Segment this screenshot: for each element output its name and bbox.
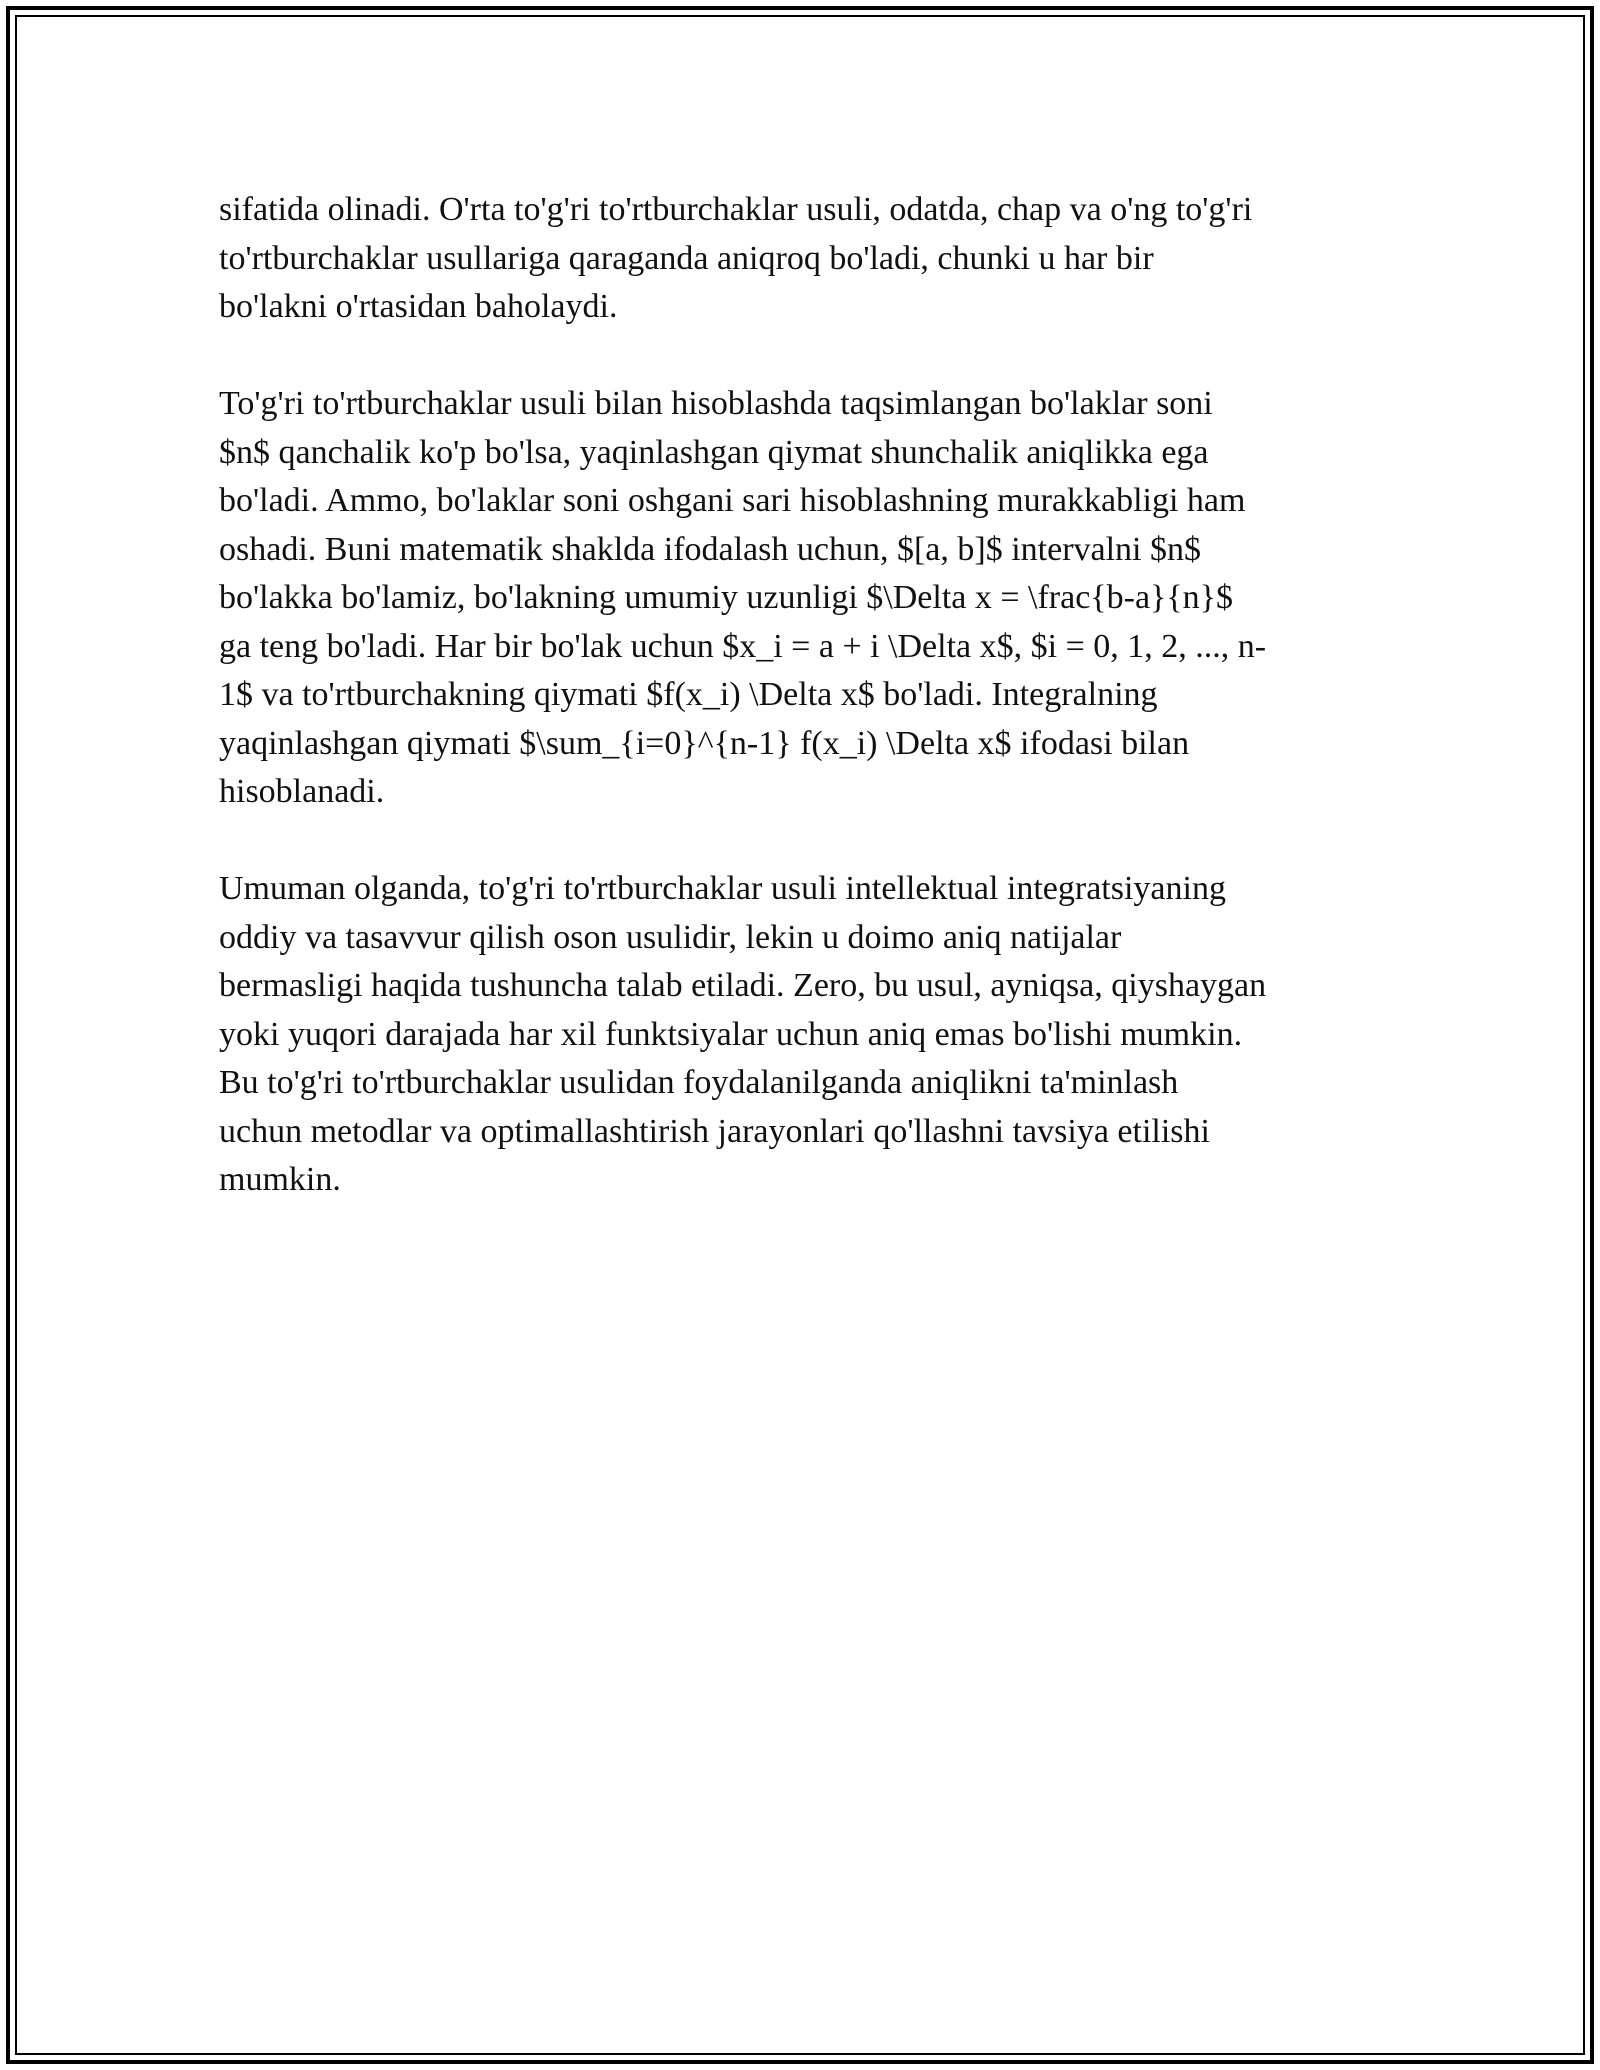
paragraph-3: Umuman olganda, to'g'ri to'rtburchaklar usuli intellektual integratsiyaning oddiy va tasavvur qilish oson usulidir, lekin u doimo aniq natijalar bermasligi haqida tushuncha talab etiladi. Zero, bu usul, ayniqsa, qiyshaygan yoki yuqori darajada har xil funktsiyalar uchun aniq emas bo'lishi mumkin. Bu to'g'ri to'rtburchaklar usulidan foydalanilganda aniqlikni ta'minlash uchun metodlar va optimallashtirish jarayonlari qo'llashni tavsiya etilishi mumkin.	[219, 870, 1267, 1198]
paragraph-2: To'g'ri to'rtburchaklar usuli bilan hisoblashda taqsimlangan bo'laklar soni $n$ qanchalik ko'p bo'lsa, yaqinlashgan qiymat shunchalik aniqlikka ega bo'ladi. Ammo, bo'laklar soni oshgani sari hisoblashning murakkabligi ham oshadi. Buni matematik shaklda ifodalash uchun, $[a, b]$ intervalni $n$ bo'lakka bo'lamiz, bo'lakning umumiy uzunligi $\Delta x = \frac{b-a}{n}$ ga teng bo'ladi. Har bir bo'lak uchun $x_i = a + i \Delta x$, $i = 0, 1, 2, ..., n- 1$ va to'rtburchakning qiymati $f(x_i) \Delta x$ bo'ladi. Integralning yaqinlashgan qiymati $\sum_{i=0}^{n-1} f(x_i) \Delta x$ ifodasi bilan hisoblanadi.	[219, 385, 1267, 810]
document-body	[219, 186, 1369, 1253]
paragraph-1: sifatida olinadi. O'rta to'g'ri to'rtburchaklar usuli, odatda, chap va o'ng to'g'ri to'rtburchaklar usullariga qaraganda aniqroq bo'ladi, chunki u har bir bo'lakni o'rtasidan baholaydi.	[219, 191, 1253, 325]
